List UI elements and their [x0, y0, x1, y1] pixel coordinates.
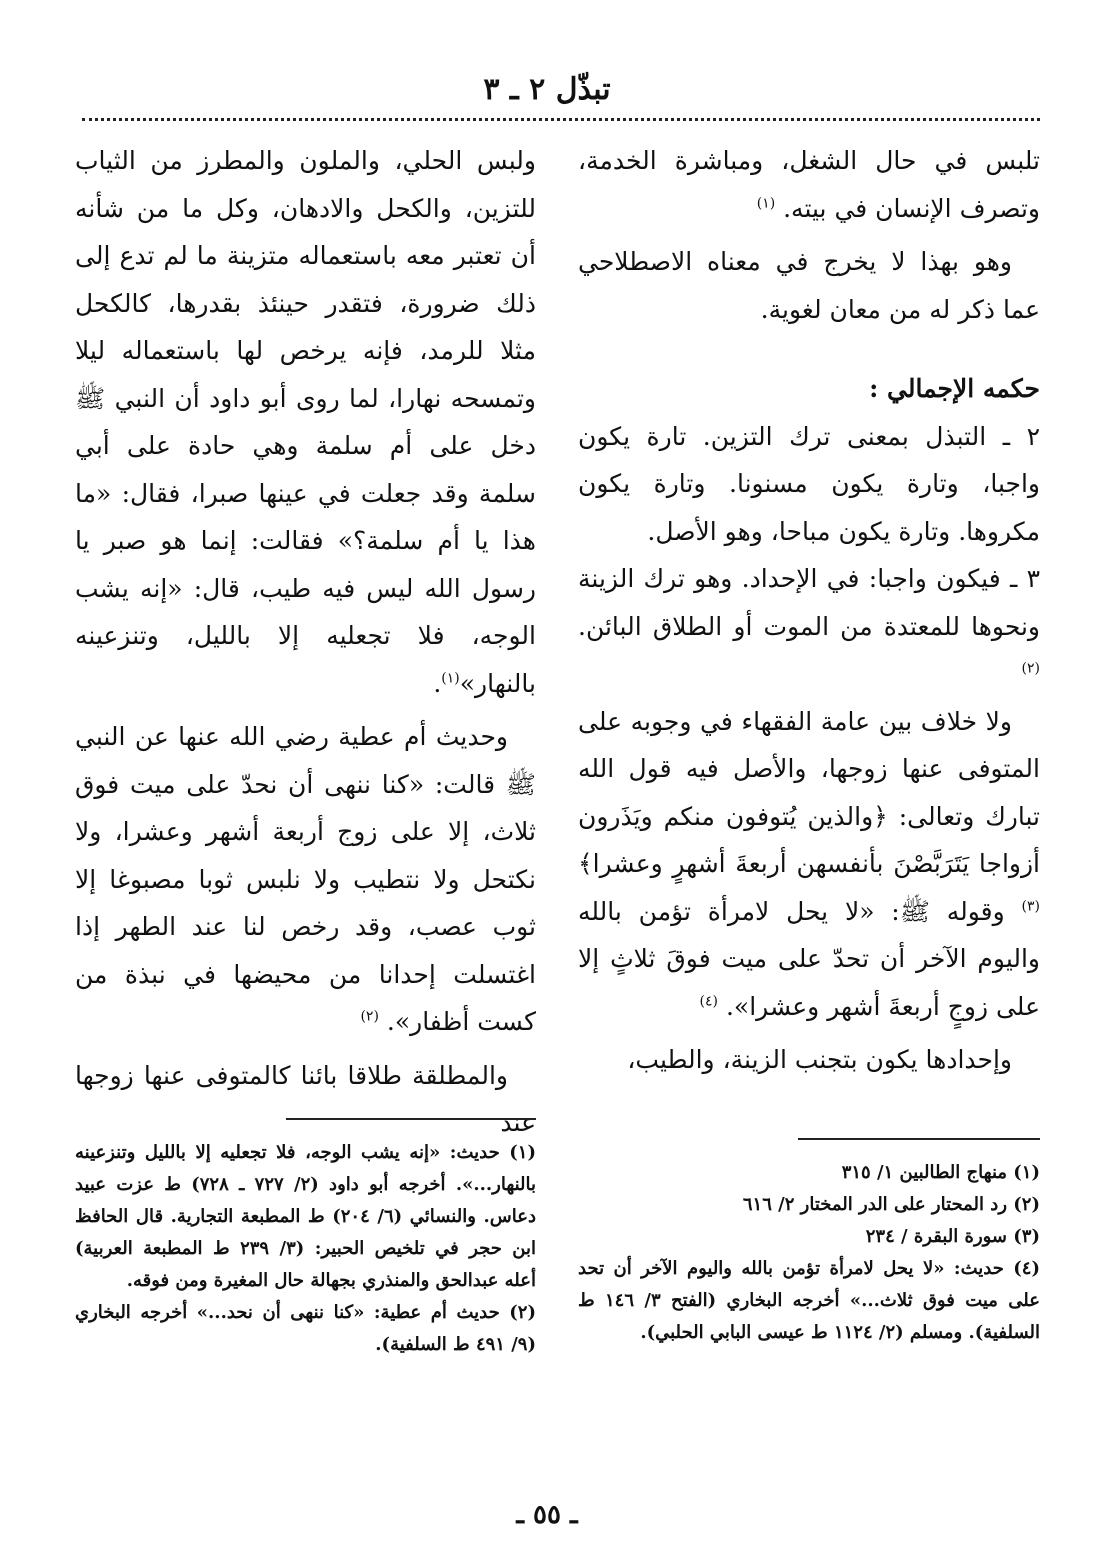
right-p5-text-a: ولا خلاف بين عامة الفقهاء في وجوبه على المتوفى عنها زوجها، والأصل فيه قول الله تبارك وتعالى: ﴿والذين يُتوفون منكم ويَذَرون أزواجا يَتَرَبَّصْنَ بأنفسهن أربعةَ أشهرٍ وعشرا﴾	[578, 706, 1040, 878]
right-p5-text-b: وقوله ﷺ: «لا يحل لامرأة تؤمن بالله واليوم الآخر أن تحدّ على ميت فوقَ ثلاثٍ إلا على زوجٍ أربعةَ أشهر وعشرا».	[578, 896, 1040, 1021]
right-paragraph-4	[578, 555, 1040, 698]
right-paragraph-2: وهو بهذا لا يخرج في معناه الاصطلاحي عما ذكر له من معان لغوية.	[578, 247, 1040, 324]
footnote-ref: (٢)	[1021, 660, 1040, 677]
left-paragraph-1: ولبس الحلي، والملون والمطرز من الثياب للتزين، والكحل والادهان، وكل ما من شأنه أن تعتبر معه باستعماله متزينة ما لم تدع إلى ذلك ضرورة، فتقدر حينئذ بقدرها، كالكحل مثلا للرمد، فإنه يرخص لها باستعماله ليلا وتمسحه نهارا، لما روى أبو داود أن النبي ﷺ دخل على أم سلمة وهي حادة على أبي سلمة وقد جعلت في عينها صبرا، فقال: «ما هذا يا أم سلمة؟» فقالت: إنما هو صبر يا رسول الله ليس فيه طيب، قال: «إنه يشب الوجه، فلا تجعليه إلا بالليل، وتنزعينه بالنهار»$^{(١)}$.	[75, 146, 536, 698]
footnote-item: (٤) حديث: «لا يحل لامرأة تؤمن بالله واليوم الآخر أن تحد على ميت فوق ثلاث...» أخرجه البخاري (الفتح ٣/ ١٤٦ ط السلفية). ومسلم (٢/ ١١٢٤ ط عيسى البابي الحلبي).	[578, 1258, 1041, 1343]
footnotes-left	[75, 1137, 536, 1361]
footnote-item: (٢) حديث أم عطية: «كنا ننهى أن نحد...» أخرجه البخاري (٩/ ٤٩١ ط السلفية).	[75, 1302, 536, 1355]
footnotes-right	[578, 1157, 1040, 1349]
left-paragraph-2	[75, 713, 536, 1046]
footnote-item: (٢) رد المحتار على الدر المختار ٢/ ٦١٦	[742, 1194, 1040, 1215]
right-paragraph-6: وإحدادها يكون بتجنب الزينة، والطيب،	[627, 1045, 1012, 1074]
footnote-item: (٣) سورة البقرة / ٢٣٤	[865, 1226, 1040, 1247]
right-paragraph-3: ٢ ـ التبذل بمعنى ترك التزين. تارة يكون واجبا، وتارة يكون مسنونا. وتارة يكون مكروها. وتارة يكون مباحا، وهو الأصل.	[578, 421, 1040, 546]
header-dotted-rule	[82, 118, 1040, 121]
left-p1-text: ولبس الحلي، والملون والمطرز من الثياب للتزين، والكحل والادهان، وكل ما من شأنه أن تعتبر معه باستعماله متزينة ما لم تدع إلى ذلك ضرورة، فتقدر حينئذ بقدرها، كالكحل مثلا للرمد، فإنه يرخص لها باستعماله ليلا وتمسحه نهارا، لما روى أبو داود أن النبي ﷺ دخل على أم سلمة وهي حادة على أبي سلمة وقد جعلت في عينها صبرا، فقال: «ما هذا يا أم سلمة؟» فقالت: إنما هو صبر يا رسول الله ليس فيه طيب، قال: «إنه يشب الوجه، فلا تجعليه إلا بالليل، وتنزعينه بالنهار»	[75, 146, 536, 698]
footnote-divider-right	[798, 1138, 1040, 1140]
footnote-item: (١) حديث: «إنه يشب الوجه، فلا تجعليه إلا بالليل وتنزعينه بالنهار...». أخرجه أبو داود (٢/ ٧٢٧ ـ ٧٢٨) ط عزت عبيد دعاس. والنسائي (٦/ ٢٠٤) ط المطبعة التجارية. قال الحافظ ابن حجر في تلخيص الحبير: (٣/ ٢٣٩ ط المطبعة العربية) أعله عبدالحق والمنذري بجهالة حال المغيرة ومن فوقه.	[75, 1142, 537, 1291]
footnote-ref: (١)	[756, 195, 776, 212]
footnote-divider-left	[286, 1118, 536, 1120]
running-header: تبذّل ٢ ـ ٣	[483, 72, 611, 107]
right-p1-text: تلبس في حال الشغل، ومباشرة الخدمة، وتصرف الإنسان في بيته.	[578, 146, 1040, 223]
left-paragraph-3: والمطلقة طلاقا بائنا كالمتوفى عنها زوجها عند	[75, 1060, 536, 1137]
right-paragraph-5	[578, 698, 1040, 1031]
right-paragraph-1	[578, 137, 1040, 232]
right-column	[578, 137, 1040, 1084]
footnote-ref: (٤)	[699, 993, 719, 1010]
section-heading: حكمه الإجمالي :	[869, 374, 1040, 403]
footnote-ref: (٢)	[360, 1008, 379, 1025]
page-number: ـ ٥٥ ـ	[516, 1500, 578, 1530]
footnote-ref: (٣)	[1021, 898, 1040, 915]
left-p2-text: وحديث أم عطية رضي الله عنها عن النبي ﷺ قالت: «كنا ننهى أن نحدّ على ميت فوق ثلاث، إلا على زوج أربعة أشهر وعشرا، ولا نكتحل ولا نتطيب ولا نلبس ثوبا مصبوغا إلا ثوب عصب، وقد رخص لنا عند الطهر إذا اغتسلت إحدانا من محيضها في نبذة من كست أظفار».	[75, 722, 536, 1036]
footnote-ref: (١)	[441, 670, 460, 687]
right-p4-text: ٣ ـ فيكون واجبا: في الإحداد. وهو ترك الزينة ونحوها للمعتدة من الموت أو الطلاق البائن.	[578, 564, 1040, 641]
left-column	[75, 137, 536, 1147]
footnote-item: (١) منهاج الطالبين ١/ ٣١٥	[841, 1162, 1040, 1183]
